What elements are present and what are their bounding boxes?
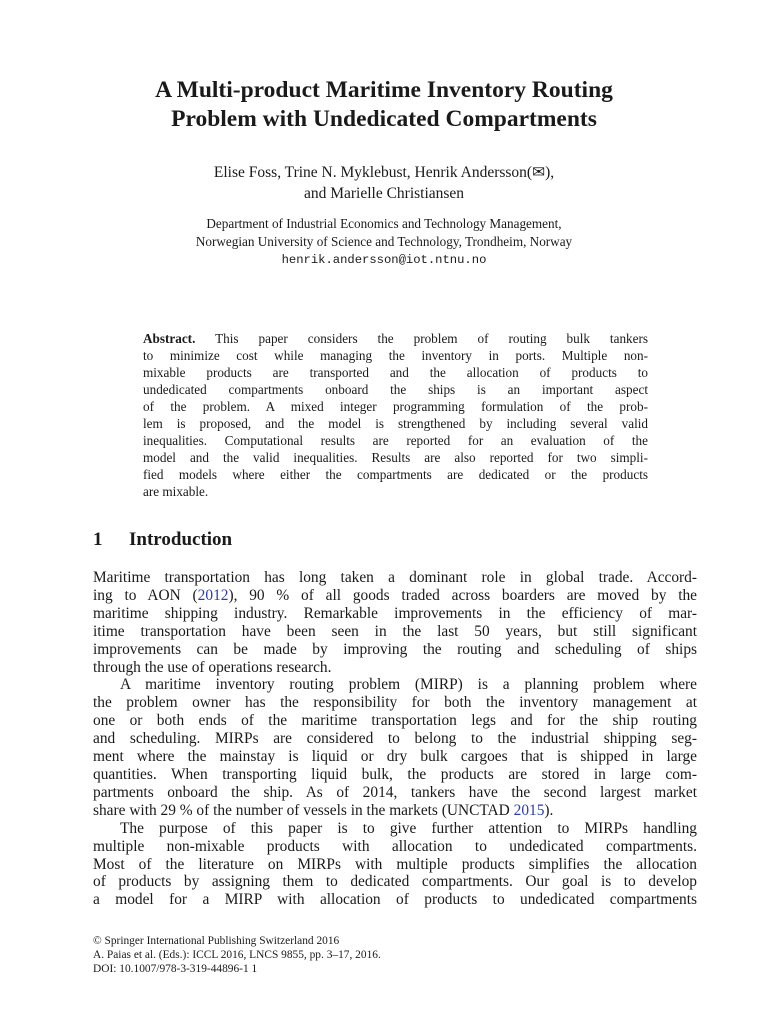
paragraph-line: ment where the mainstay is liquid or dry bulk cargoes that is shipped in large bbox=[93, 748, 697, 766]
section-number: 1 bbox=[93, 529, 103, 550]
abstract-line: lem is proposed, and the model is strengthened by including several valid bbox=[143, 416, 648, 431]
title-line-1: A Multi-product Maritime Inventory Routing bbox=[155, 77, 613, 103]
citation-link[interactable]: 2012 bbox=[197, 586, 229, 604]
paper-title bbox=[60, 76, 708, 134]
title-line-2: Problem with Undedicated Compartments bbox=[171, 106, 597, 132]
text-run: ing to AON ( bbox=[93, 586, 198, 604]
authors-line-1: Elise Foss, Trine N. Myklebust, Henrik Andersson(✉), bbox=[213, 164, 555, 181]
author-email[interactable]: henrik.andersson@iot.ntnu.no bbox=[281, 253, 487, 267]
paragraph-line: one or both ends of the maritime transportation legs and for the ship routing bbox=[93, 712, 697, 730]
paragraph-line: a model for a MIRP with allocation of products to undedicated compartments bbox=[93, 891, 697, 909]
paragraph-line: quantities. When transporting liquid bulk, the products are stored in large com- bbox=[93, 765, 697, 783]
footer-doi: DOI: 10.1007/978-3-319-44896-1 1 bbox=[93, 963, 258, 975]
authors-line-2: and Marielle Christiansen bbox=[303, 185, 465, 202]
paragraph-line: the problem owner has the responsibility for both the inventory management at bbox=[93, 694, 697, 712]
body-text bbox=[93, 569, 697, 909]
section-title: Introduction bbox=[129, 529, 233, 550]
abstract bbox=[143, 330, 648, 500]
abstract-line: to minimize cost while managing the inventory in ports. Multiple non- bbox=[143, 348, 648, 363]
paragraph-line: itime transportation have been seen in the last 50 years, but still significant bbox=[93, 622, 697, 640]
footer-citation: A. Paias et al. (Eds.): ICCL 2016, LNCS 9855, pp. 3–17, 2016. bbox=[93, 949, 381, 961]
footer-copyright: © Springer International Publishing Switzerland 2016 bbox=[93, 935, 340, 947]
paragraph-line: improvements can be made by improving the routing and scheduling of ships bbox=[93, 640, 697, 658]
author-list bbox=[60, 162, 708, 204]
paragraph-line: through the use of operations research. bbox=[93, 658, 332, 676]
abstract-line: are mixable. bbox=[143, 484, 209, 499]
paragraph-line: The purpose of this paper is to give further attention to MIRPs handling bbox=[120, 819, 697, 837]
paragraph-line: maritime shipping industry. Remarkable improvements in the efficiency of mar- bbox=[93, 604, 697, 622]
paragraph-line: and scheduling. MIRPs are considered to belong to the industrial shipping seg- bbox=[93, 730, 697, 748]
abstract-line bbox=[143, 330, 648, 347]
copyright-footer bbox=[93, 934, 381, 976]
paragraph-line: partments onboard the ship. As of 2014, tankers have the second largest market bbox=[93, 783, 697, 801]
affiliation-line-2: Norwegian University of Science and Technology, Trondheim, Norway bbox=[195, 234, 573, 249]
citation-link[interactable]: 2015 bbox=[513, 801, 545, 819]
paragraph-line: A maritime inventory routing problem (MIRP) is a planning problem where bbox=[120, 676, 697, 694]
affiliation-line-1: Department of Industrial Economics and Technology Management, bbox=[206, 216, 562, 231]
abstract-line: model and the valid inequalities. Results are also reported for two simpli- bbox=[143, 450, 648, 465]
abstract-line: mixable products are transported and the allocation of products to bbox=[143, 365, 648, 380]
paragraph-line: Most of the literature on MIRPs with multiple products simplifies the allocation bbox=[93, 855, 697, 873]
affiliation bbox=[60, 215, 708, 269]
abstract-line: fied models where either the compartments are dedicated or the products bbox=[143, 467, 648, 482]
paragraph-line bbox=[93, 802, 697, 820]
abstract-line-text: This paper considers the problem of routing bulk tankers bbox=[215, 331, 649, 346]
text-run: ), 90 % of all goods traded across boarders are moved by the bbox=[228, 586, 697, 604]
paragraph-line: Maritime transportation has long taken a dominant role in global trade. Accord- bbox=[93, 569, 697, 586]
abstract-label: Abstract. bbox=[143, 331, 196, 346]
abstract-line: of the problem. A mixed integer programming formulation of the prob- bbox=[143, 399, 648, 414]
paragraph-line bbox=[93, 587, 697, 605]
paragraph-line: of products by assigning them to dedicated compartments. Our goal is to develop bbox=[93, 873, 697, 891]
paragraph-line: multiple non-mixable products with allocation to undedicated compartments. bbox=[93, 837, 697, 855]
section-heading bbox=[93, 529, 232, 551]
text-run: share with 29 % of the number of vessels in the markets (UNCTAD bbox=[93, 801, 514, 819]
text-run: ). bbox=[544, 801, 554, 819]
abstract-line: undedicated compartments onboard the ships is an important aspect bbox=[143, 382, 648, 397]
abstract-line: inequalities. Computational results are reported for an evaluation of the bbox=[143, 433, 648, 448]
